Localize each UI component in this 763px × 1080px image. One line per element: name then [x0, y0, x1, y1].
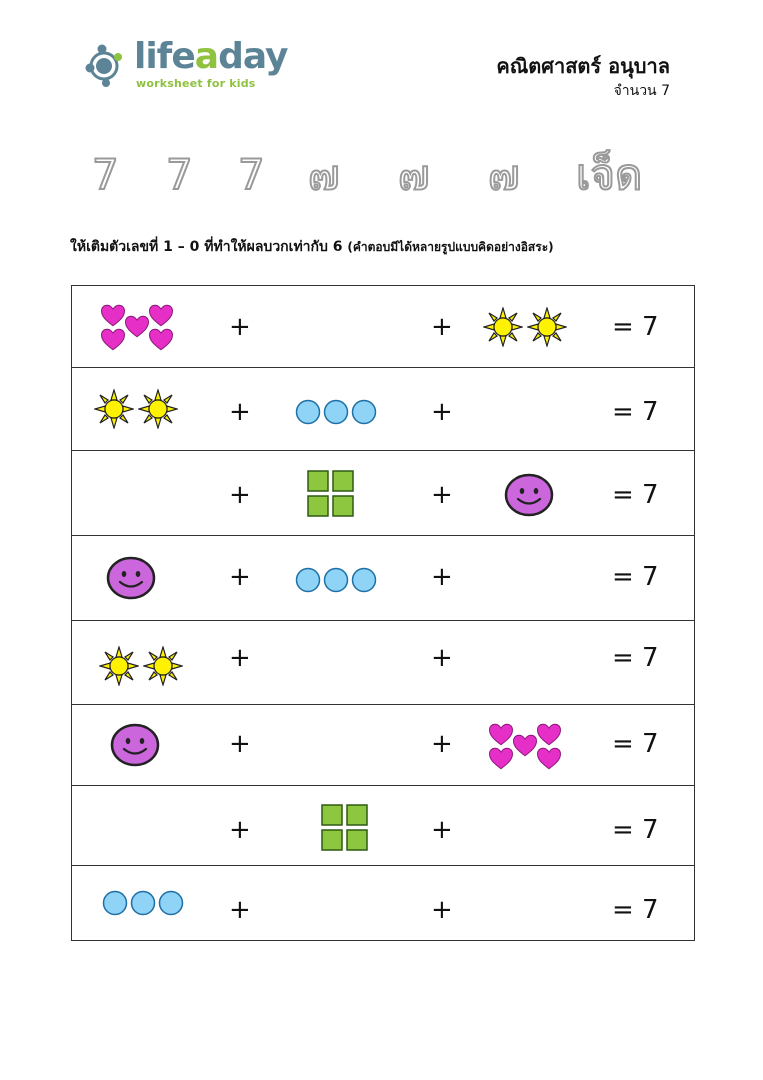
- plus-sign: +: [229, 562, 251, 592]
- heart-icon: [98, 302, 178, 352]
- suns-group: [483, 306, 573, 348]
- logo-tagline: worksheet for kids: [136, 77, 256, 90]
- plus-sign: +: [431, 562, 453, 592]
- squares-group: [306, 469, 356, 519]
- plus-sign: +: [229, 397, 251, 427]
- circles-group: [295, 566, 379, 594]
- logo-wordmark: lifeaday: [134, 36, 288, 77]
- plus-sign: +: [229, 643, 251, 673]
- hearts-group: [486, 721, 566, 771]
- trace-digit: 7: [166, 150, 193, 199]
- trace-digit: 7: [92, 150, 119, 199]
- equation-row: [72, 621, 694, 705]
- smiley-icon: [504, 473, 554, 517]
- suns-group: [99, 645, 189, 687]
- smiley-face: [106, 556, 156, 600]
- sun-icon: [483, 306, 573, 348]
- worksheet-title: คณิตศาสตร์ อนุบาล: [496, 54, 670, 78]
- result-equals-seven: = 7: [612, 643, 659, 673]
- trace-thai-digit: ๗: [308, 150, 340, 199]
- equation-row: [72, 705, 694, 786]
- plus-sign: +: [431, 815, 453, 845]
- equation-row: [72, 451, 694, 536]
- plus-sign: +: [431, 480, 453, 510]
- equation-row: [72, 866, 694, 940]
- result-equals-seven: = 7: [612, 397, 659, 427]
- hearts-group: [98, 302, 178, 352]
- plus-sign: +: [431, 397, 453, 427]
- molecule-logo-icon: [82, 40, 132, 90]
- plus-sign: +: [229, 480, 251, 510]
- smiley-icon: [110, 723, 160, 767]
- equation-row: [72, 286, 694, 368]
- circle-icon: [295, 398, 379, 426]
- result-equals-seven: = 7: [612, 895, 659, 925]
- smiley-face: [110, 723, 160, 767]
- trace-thai-digit: ๗: [488, 150, 520, 199]
- plus-sign: +: [229, 815, 251, 845]
- instruction-note: (คำตอบมีได้หลายรูปแบบคิดอย่างอิสระ): [347, 240, 554, 254]
- result-equals-seven: = 7: [612, 480, 659, 510]
- equation-grid: [71, 285, 695, 941]
- circles-group: [102, 889, 186, 917]
- plus-sign: +: [431, 895, 453, 925]
- result-equals-seven: = 7: [612, 729, 659, 759]
- sun-icon: [94, 388, 184, 430]
- worksheet-subtitle: จำนวน 7: [613, 83, 670, 99]
- plus-sign: +: [431, 729, 453, 759]
- tracing-row: [70, 140, 690, 210]
- trace-digit: 7: [238, 150, 265, 199]
- equation-row: [72, 786, 694, 866]
- plus-sign: +: [229, 729, 251, 759]
- instruction-text: ให้เติมตัวเลขที่ 1 – 0 ที่ทำให้ผลบวกเท่ากับ 6 (คำตอบมีได้หลายรูปแบบคิดอย่างอิสระ): [70, 239, 554, 255]
- equation-row: [72, 536, 694, 621]
- suns-group: [94, 388, 184, 430]
- result-equals-seven: = 7: [612, 312, 659, 342]
- result-equals-seven: = 7: [612, 815, 659, 845]
- equation-row: [72, 368, 694, 451]
- trace-thai-word: เจ็ด: [576, 150, 643, 199]
- smiley-face: [504, 473, 554, 517]
- trace-thai-digit: ๗: [398, 150, 430, 199]
- squares-group: [320, 803, 370, 853]
- smiley-icon: [106, 556, 156, 600]
- circle-icon: [295, 566, 379, 594]
- plus-sign: +: [431, 312, 453, 342]
- plus-sign: +: [229, 895, 251, 925]
- sun-icon: [99, 645, 189, 687]
- square-icon: [306, 469, 356, 519]
- circle-icon: [102, 889, 186, 917]
- lifeaday-logo: [82, 36, 288, 96]
- plus-sign: +: [229, 312, 251, 342]
- plus-sign: +: [431, 643, 453, 673]
- result-equals-seven: = 7: [612, 562, 659, 592]
- square-icon: [320, 803, 370, 853]
- heart-icon: [486, 721, 566, 771]
- circles-group: [295, 398, 379, 426]
